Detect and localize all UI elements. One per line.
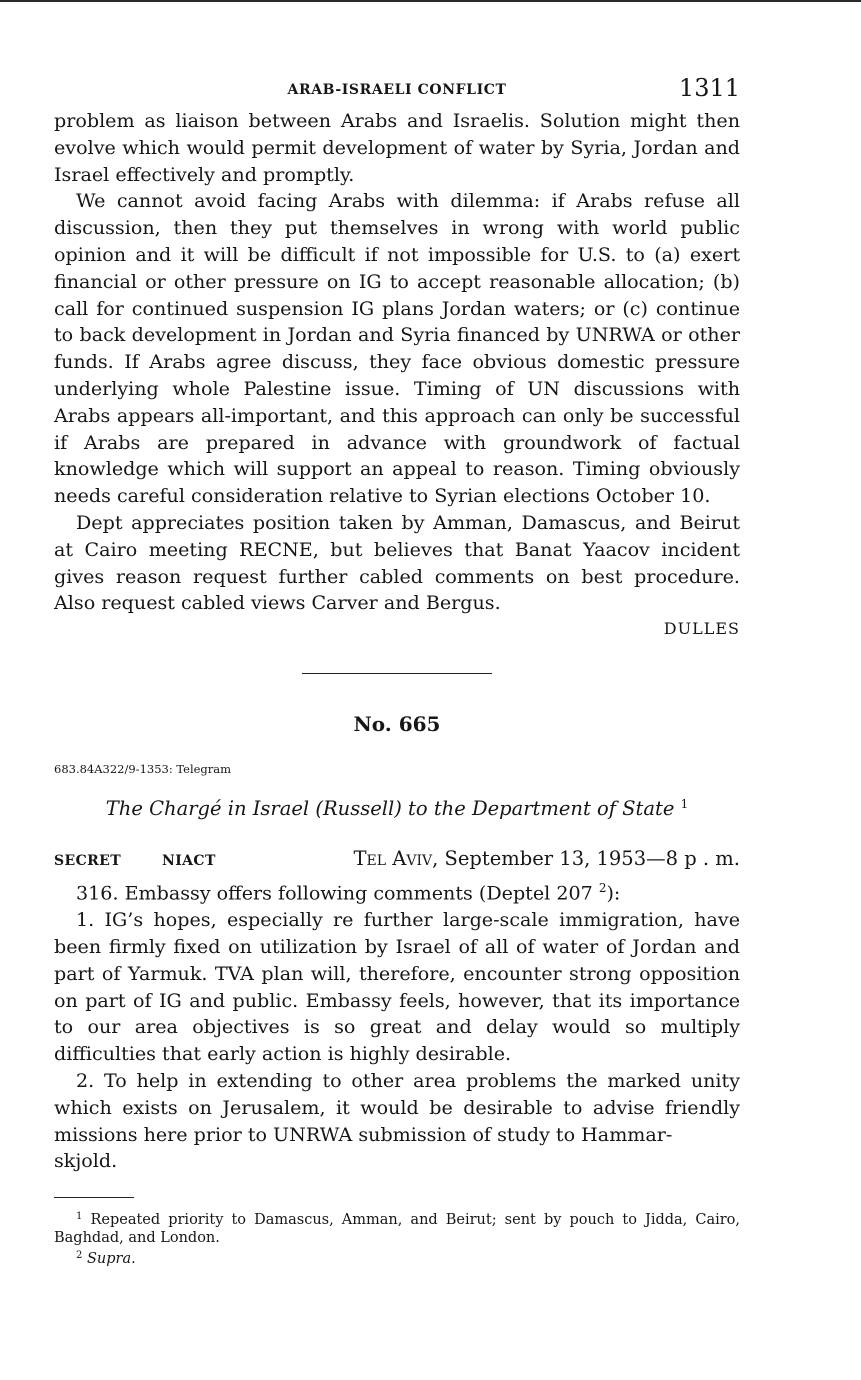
document-title-text: The Chargé in Israel (Russell) to the Department of State xyxy=(105,797,675,821)
date: , September 13, 1953—8 p . m. xyxy=(432,847,740,871)
footnote-marker: 1 xyxy=(76,1211,83,1223)
place: Tel Aviv xyxy=(353,847,433,871)
footnote-text: Repeated priority to Damascus, Amman, and Beirut; sent by pouch to Jidda, Cairo, Baghdad, and London. xyxy=(54,1212,740,1247)
file-reference: 683.84A322/9-1353: Telegram xyxy=(54,762,232,777)
footnote-marker: 2 xyxy=(76,1250,83,1262)
running-title: ARAB-ISRAELI CONFLICT xyxy=(287,82,507,98)
document-page xyxy=(54,72,740,1268)
footnote xyxy=(54,1208,740,1247)
running-head xyxy=(54,72,740,108)
body-paragraph: Dept appreciates position taken by Amman, Damascus, and Beirut at Cairo meeting RECNE, but believes that Banat Yaacov incident gives reason request further cabled comments on best procedure. Also request cabled views Carver and Bergus. xyxy=(54,510,740,615)
dateline xyxy=(54,847,740,875)
document-number: No. 665 xyxy=(353,712,441,737)
intro-end: ): xyxy=(606,881,621,905)
section-divider xyxy=(302,673,492,674)
precedence-label: NIACT xyxy=(162,853,216,870)
page-number: 1311 xyxy=(678,74,740,102)
footnote-text: Supra. xyxy=(86,1251,136,1268)
place-and-date xyxy=(354,847,740,870)
footnote-marker: 2 xyxy=(598,881,607,896)
footnote xyxy=(54,1247,740,1268)
intro-text: 316. Embassy offers following comments (Deptel 207 xyxy=(76,881,599,905)
body-paragraph: 2. To help in extending to other area problems the marked unity which exists on Jerusalem, it would be desirable to advise friendly missions here prior to UNRWA submission of study to Hammar- skjold. xyxy=(54,1069,740,1173)
body-paragraph: problem as liaison between Arabs and Israelis. Solution might then evolve which would permit development of water by Syria, Jordan and Israel effectively and promptly. xyxy=(54,109,740,186)
footnotes xyxy=(54,1208,740,1268)
telegram-intro xyxy=(54,875,740,907)
body-paragraph: 1. IG’s hopes, especially re further large-scale immigration, have been firmly fixed on utilization by Israel of all of water of Jordan and part of Yarmuk. TVA plan will, therefore, encounter strong opposition on part of IG and public. Embassy feels, however, that its importance to our area objectives is so great and delay would so multiply difficulties that early action is highly desirable. xyxy=(54,908,740,1066)
classification-label: SECRET xyxy=(54,853,122,870)
footnote-divider xyxy=(54,1197,134,1198)
body-paragraph: We cannot avoid facing Arabs with dilemma: if Arabs refuse all discussion, then they put themselves in wrong with world public opinion and it will be difficult if not impossible for U.S. to (a) exert financial or other pressure on IG to accept reasonable allocation; (b) call for continued suspension IG plans Jordan waters; or (c) continue to back development in Jordan and Syria financed by UNRWA or other funds. If Arabs agree discuss, they face obvious domestic pressure underlying whole Palestine issue. Timing of UN discussions with Arabs appears all-important, and this approach can only be successful if Arabs are prepared in advance with groundwork of factual knowledge which will support an appeal to reason. Timing obviously needs careful consideration relative to Syrian elections October 10. xyxy=(54,189,740,508)
document-title xyxy=(54,797,740,825)
signature: DULLES xyxy=(663,619,740,639)
footnote-marker: 1 xyxy=(680,797,689,812)
top-border-rule xyxy=(0,0,861,2)
